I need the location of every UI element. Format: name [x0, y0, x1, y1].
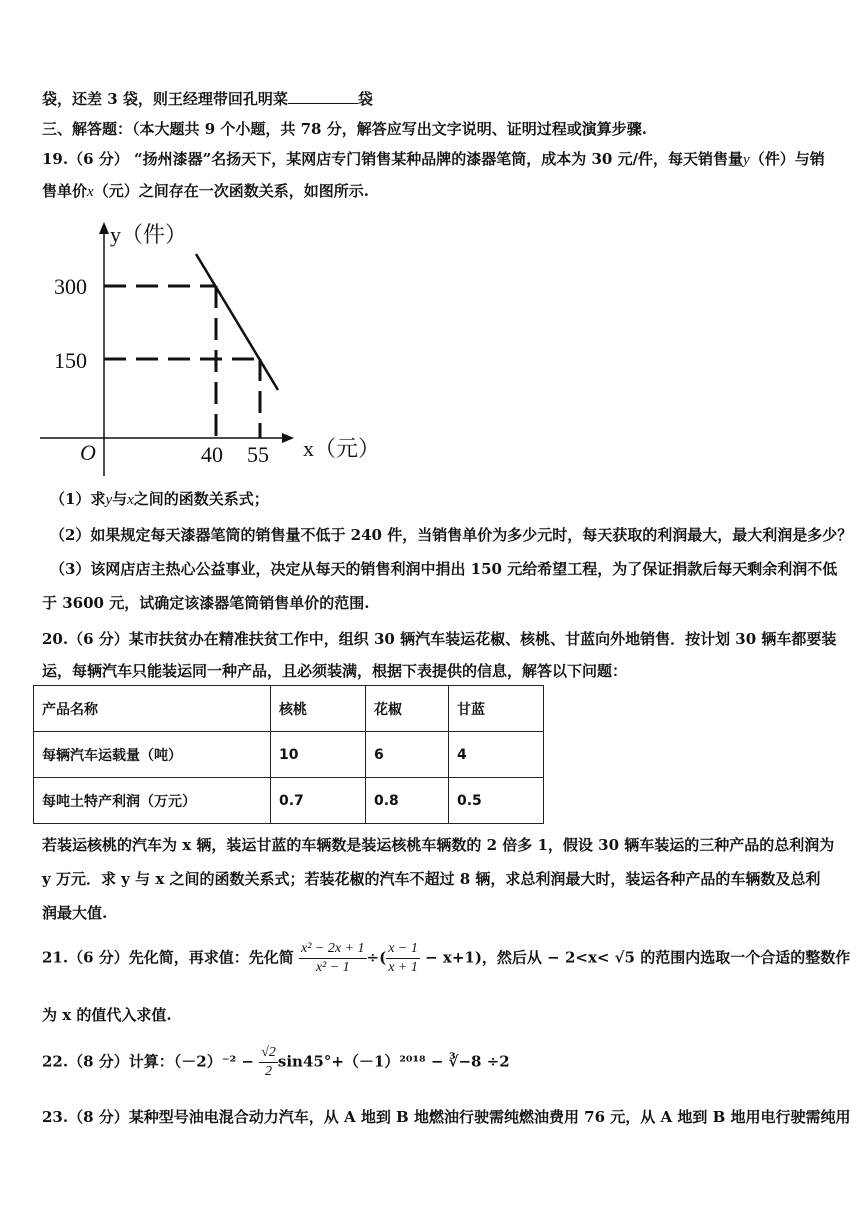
q19-part-3b: 于 3600 元，试确定该漆器笔筒销售单价的范围. — [42, 594, 370, 612]
q19-part-3a: （3）该网店店主热心公益事业，决定从每天的销售利润中捐出 150 元给希望工程，为了保证捐款后每天剩余利润不低 — [50, 560, 838, 578]
q19-part-1b: 与 — [112, 490, 128, 508]
var-y: y — [743, 152, 750, 168]
q19-part-1a: （1）求 — [50, 490, 106, 508]
table-cell: 0.7 — [271, 778, 366, 824]
table-cell: 0.8 — [366, 778, 449, 824]
x-tick-55: 55 — [247, 442, 269, 467]
q23-line-1: 23.（8 分）某种型号油电混合动力汽车，从 A 地到 B 地燃油行驶需纯燃油费用 76 元，从 A 地到 B 地用电行驶需纯用 — [42, 1108, 851, 1126]
table-row — [34, 732, 544, 778]
q21-divide: ÷( — [366, 948, 387, 967]
table-row — [34, 778, 544, 824]
table-cell: 0.5 — [449, 778, 544, 824]
q20-line-4: y 万元．求 y 与 x 之间的函数关系式；若装花椒的汽车不超过 8 辆，求总利润最大时，装运各种产品的车辆数及总利 — [42, 870, 821, 888]
y-axis-label: y（件） — [110, 222, 188, 247]
table-header-row — [34, 686, 544, 732]
fraction-1-numerator: x² − 2x + 1 — [299, 940, 367, 959]
table-header-cell: 花椒 — [366, 686, 449, 732]
y-axis-arrow — [99, 222, 109, 234]
section-3-heading: 三、解答题：（本大题共 9 个小题，共 78 分，解答应写出文字说明、证明过程或演算步骤. — [42, 120, 647, 138]
table-header-cell: 核桃 — [271, 686, 366, 732]
q19-part-2: （2）如果规定每天漆器笔筒的销售量不低于 240 件，当销售单价为多少元时，每天获取的利润最大，最大利润是多少？ — [50, 526, 853, 544]
x-axis-label: x（元） — [303, 436, 381, 461]
q19-part-1 — [50, 488, 269, 509]
function-graph — [38, 218, 398, 480]
fraction-1-denominator: x² − 1 — [315, 960, 350, 975]
table-header-cell: 产品名称 — [34, 686, 271, 732]
var-x: x — [87, 184, 94, 200]
q22-suffix: sin45°+（－1）²⁰¹⁸ − ∛−8 ÷2 — [277, 1052, 510, 1071]
origin-label: O — [80, 440, 96, 465]
fraction-3-numerator: √2 — [259, 1044, 278, 1063]
var-x: x — [127, 492, 134, 508]
table-cell: 6 — [366, 732, 449, 778]
q20-line-5: 润最大值. — [42, 904, 108, 922]
q18-tail-unit: 袋 — [357, 90, 373, 108]
q21-middle: − x+1)，然后从 − 2<x< √5 的范围内选取一个合适的整数作 — [419, 948, 851, 967]
product-table — [33, 685, 544, 824]
answer-blank[interactable] — [288, 89, 358, 104]
x-axis-arrow — [282, 433, 294, 443]
fraction-3 — [259, 1044, 278, 1081]
q18-tail-line — [42, 88, 373, 109]
function-line — [196, 254, 278, 390]
table-cell: 10 — [271, 732, 366, 778]
q20-line-2: 运，每辆汽车只能装运同一种产品，且必须装满，根据下表提供的信息，解答以下问题： — [42, 662, 628, 680]
q21-line-2: 为 x 的值代入求值. — [42, 1006, 172, 1024]
q22-line — [42, 1044, 510, 1081]
q20-line-1: 20.（6 分）某市扶贫办在精准扶贫工作中，组织 30 辆汽车装运花椒、核桃、甘蓝向外地销售．按计划 30 辆车都要装 — [42, 630, 837, 648]
fraction-3-denominator: 2 — [265, 1064, 273, 1079]
y-tick-150: 150 — [54, 348, 87, 373]
q21-prefix: 21.（6 分）先化简，再求值：先化简 — [42, 948, 294, 967]
fraction-1 — [299, 940, 367, 977]
x-tick-40: 40 — [201, 442, 223, 467]
y-tick-300: 300 — [54, 274, 87, 299]
q19-text-1: 19.（6 分） “扬州漆器”名扬天下，某网店专门销售某种品牌的漆器笔筒，成本为 30 元/件，每天销售量 — [42, 150, 744, 168]
q19-line-1 — [42, 148, 825, 169]
table-cell: 每辆汽车运载量（吨） — [34, 732, 271, 778]
var-y: y — [105, 492, 113, 508]
q19-text-2a: 售单价 — [42, 182, 88, 200]
fraction-2-numerator: x − 1 — [386, 940, 420, 959]
fraction-2-denominator: x + 1 — [388, 960, 418, 975]
table-header-cell: 甘蓝 — [449, 686, 544, 732]
fraction-2 — [386, 940, 420, 977]
table-cell: 每吨土特产利润（万元） — [34, 778, 271, 824]
q19-line-2 — [42, 180, 369, 201]
q19-text-2b: （元）之间存在一次函数关系，如图所示. — [93, 182, 369, 200]
q20-line-3: 若装运核桃的汽车为 x 辆，装运甘蓝的车辆数是装运核桃车辆数的 2 倍多 1，假设 30 辆车装运的三种产品的总利润为 — [42, 836, 835, 854]
q19-part-1c: 之间的函数关系式； — [133, 490, 269, 508]
q18-tail-text: 袋，还差 3 袋，则王经理带回孔明菜 — [42, 90, 288, 108]
q19-text-1-end: （件）与销 — [749, 150, 825, 168]
q22-prefix: 22.（8 分）计算：（－2）⁻² − — [42, 1052, 260, 1071]
q21-line-1 — [42, 940, 850, 977]
table-cell: 4 — [449, 732, 544, 778]
